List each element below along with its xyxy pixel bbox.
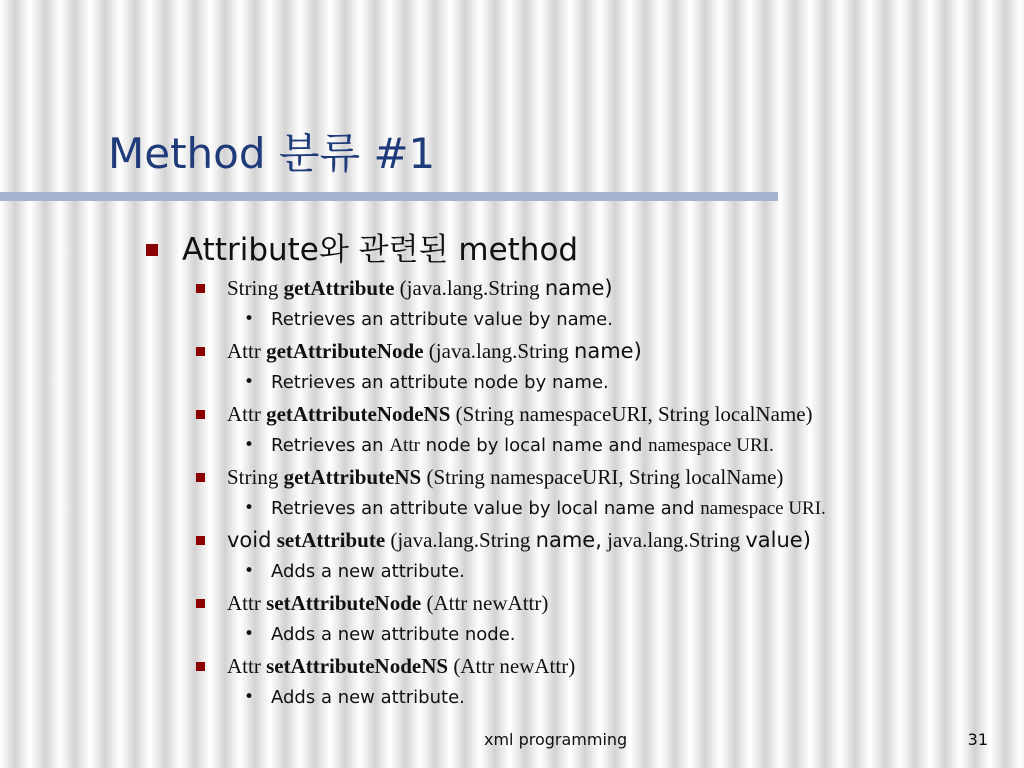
description-code: Attr bbox=[389, 435, 420, 456]
return-type: Attr bbox=[227, 591, 261, 615]
description-code: namespace URI. bbox=[648, 435, 774, 456]
square-bullet-icon bbox=[196, 662, 205, 671]
params-serif: (java.lang.String bbox=[428, 339, 569, 363]
params-sans: name, bbox=[535, 528, 602, 552]
method-signature bbox=[0, 587, 1024, 619]
return-type: String bbox=[227, 276, 279, 300]
dot-bullet-icon: • bbox=[244, 624, 255, 644]
method-name: getAttributeNode bbox=[266, 339, 424, 363]
square-bullet-icon bbox=[196, 536, 205, 545]
method-signature bbox=[0, 461, 1024, 493]
square-bullet-icon bbox=[196, 410, 205, 419]
return-type: Attr bbox=[227, 654, 261, 678]
params-sans: name) bbox=[574, 339, 642, 363]
description-part: Retrieves an attribute value by local name and bbox=[271, 498, 695, 519]
footer-text: xml programming bbox=[484, 730, 628, 749]
method-name: setAttributeNode bbox=[266, 591, 422, 615]
return-type: void bbox=[227, 528, 272, 552]
method-description bbox=[0, 493, 1024, 524]
params-serif: (String namespaceURI, String localName) bbox=[455, 402, 813, 426]
params-serif: (java.lang.String bbox=[390, 528, 531, 552]
method-description bbox=[0, 556, 1024, 587]
method-description bbox=[0, 682, 1024, 713]
square-bullet-icon bbox=[196, 599, 205, 608]
square-bullet-icon bbox=[196, 284, 205, 293]
description-code: namespace URI. bbox=[700, 498, 826, 519]
description-text: Retrieves an attribute node by name. bbox=[271, 372, 609, 393]
params-serif: java.lang.String bbox=[607, 528, 741, 552]
method-description bbox=[0, 619, 1024, 650]
dot-bullet-icon: • bbox=[244, 435, 255, 455]
square-bullet-icon bbox=[196, 347, 205, 356]
method-description bbox=[0, 367, 1024, 398]
signature-text bbox=[227, 650, 575, 682]
dot-bullet-icon: • bbox=[244, 561, 255, 581]
signature-text bbox=[227, 461, 783, 493]
method-description bbox=[0, 304, 1024, 335]
square-bullet-icon bbox=[146, 244, 158, 256]
slide-content bbox=[0, 228, 1024, 713]
dot-bullet-icon: • bbox=[244, 372, 255, 392]
page-number: 31 bbox=[967, 730, 988, 749]
params-serif: (java.lang.String bbox=[399, 276, 540, 300]
method-name: setAttributeNodeNS bbox=[266, 654, 449, 678]
signature-text bbox=[227, 587, 548, 619]
description-part: node by local name and bbox=[425, 435, 643, 456]
description-text: Adds a new attribute node. bbox=[271, 624, 516, 645]
method-signature bbox=[0, 398, 1024, 430]
return-type: String bbox=[227, 465, 279, 489]
params-serif: (Attr newAttr) bbox=[453, 654, 576, 678]
square-bullet-icon bbox=[196, 473, 205, 482]
description-text: Retrieves an attribute value by name. bbox=[271, 309, 613, 330]
return-type: Attr bbox=[227, 402, 261, 426]
title-divider bbox=[0, 192, 778, 201]
dot-bullet-icon: • bbox=[244, 498, 255, 518]
heading-text: Attribute와 관련된 method bbox=[182, 232, 579, 268]
method-description bbox=[0, 430, 1024, 461]
method-signature bbox=[0, 650, 1024, 682]
method-name: getAttributeNodeNS bbox=[266, 402, 451, 426]
signature-text bbox=[227, 272, 613, 304]
description-text bbox=[271, 493, 826, 524]
heading-bullet-item bbox=[0, 228, 1024, 272]
method-signature bbox=[0, 524, 1024, 556]
return-type: Attr bbox=[227, 339, 261, 363]
description-part: Retrieves an bbox=[271, 435, 384, 456]
dot-bullet-icon: • bbox=[244, 687, 255, 707]
slide-title: Method 분류 #1 bbox=[108, 129, 436, 178]
method-signature bbox=[0, 272, 1024, 304]
method-name: getAttribute bbox=[283, 276, 395, 300]
description-text: Adds a new attribute. bbox=[271, 687, 465, 708]
method-signature bbox=[0, 335, 1024, 367]
signature-text bbox=[227, 524, 811, 556]
params-serif: (String namespaceURI, String localName) bbox=[426, 465, 784, 489]
method-name: getAttributeNS bbox=[283, 465, 422, 489]
params-sans: value) bbox=[745, 528, 811, 552]
signature-text bbox=[227, 335, 642, 367]
params-sans: name) bbox=[544, 276, 613, 300]
description-text: Adds a new attribute. bbox=[271, 561, 465, 582]
dot-bullet-icon: • bbox=[244, 309, 255, 329]
params-serif: (Attr newAttr) bbox=[426, 591, 549, 615]
signature-text bbox=[227, 398, 813, 430]
description-text bbox=[271, 430, 774, 461]
method-name: setAttribute bbox=[276, 528, 386, 552]
